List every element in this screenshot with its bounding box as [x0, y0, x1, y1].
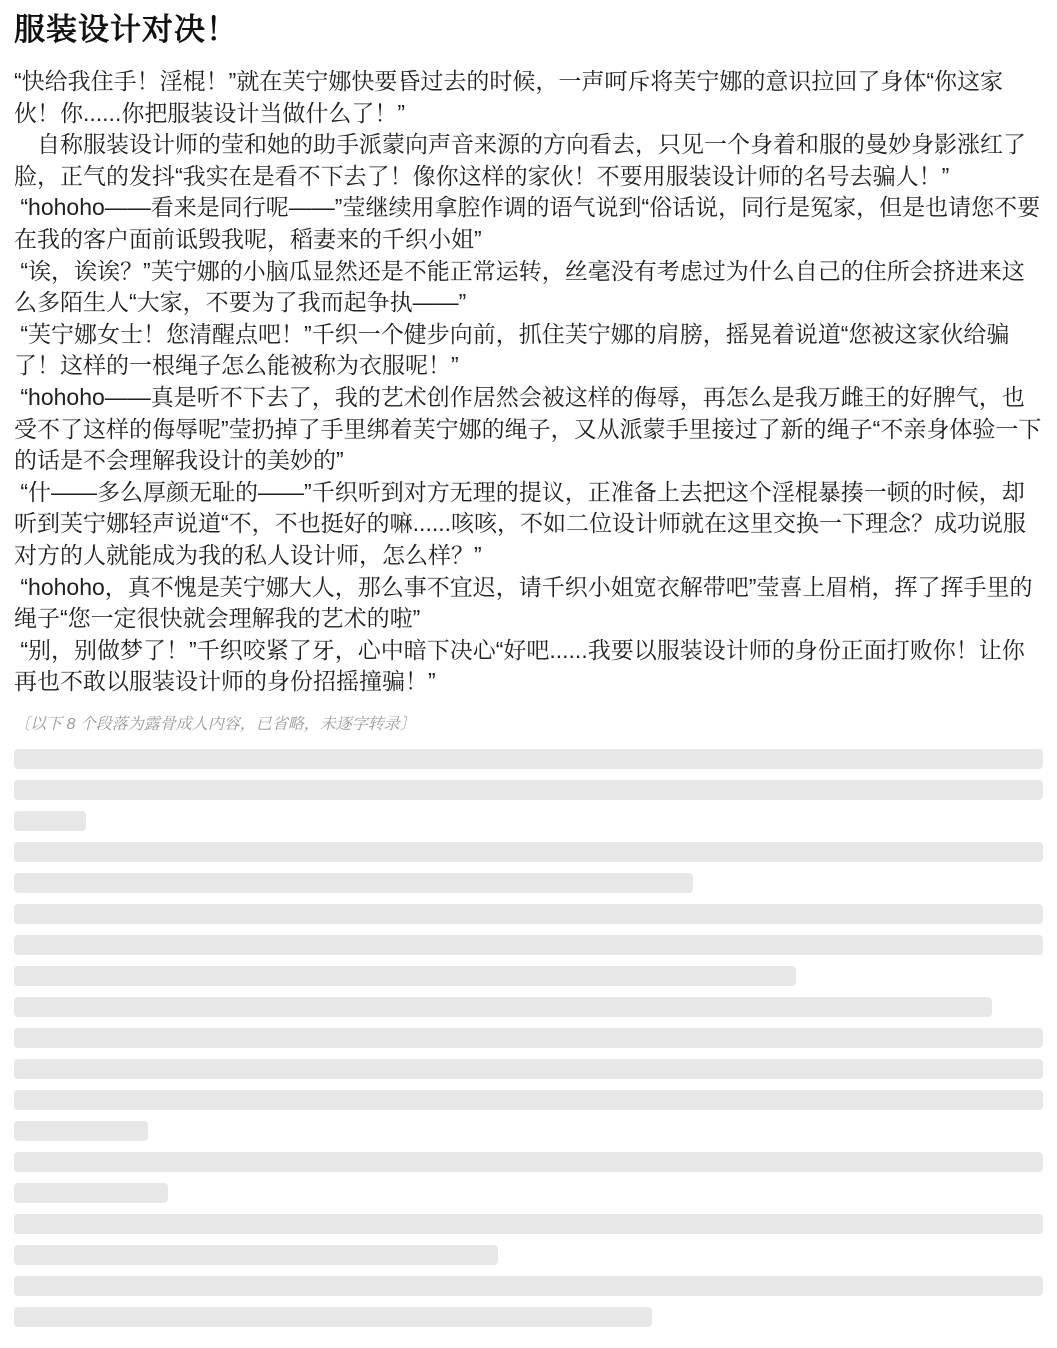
story-section-redacted — [14, 712, 1043, 1327]
redacted-text-line — [14, 1307, 652, 1327]
story-paragraph: 自称服装设计师的莹和她的助手派蒙向声音来源的方向看去，只见一个身着和服的曼妙身影涨红了脸，正气的发抖“我实在是看不下去了！像你这样的家伙！不要用服装设计师的名号去骗人！” — [14, 131, 1026, 189]
redacted-text-line — [14, 904, 1043, 924]
redacted-text-line — [14, 1214, 1043, 1234]
page-title: 服装设计对决！ — [14, 12, 238, 47]
redacted-text-line — [14, 749, 1043, 769]
redacted-paragraph — [14, 997, 1043, 1017]
redacted-paragraph — [14, 749, 1043, 831]
redaction-notice: 〔以下 8 个段落为露骨成人内容，已省略，未逐字转录〕 — [14, 715, 416, 733]
redacted-paragraph — [14, 904, 1043, 986]
redacted-paragraph — [14, 1028, 1043, 1141]
redacted-text-line — [14, 1183, 168, 1203]
redacted-text-line — [14, 1276, 1043, 1296]
section-divider-gap — [14, 698, 1043, 712]
redacted-text-line — [14, 1121, 148, 1141]
story-paragraph: “诶，诶诶？”芙宁娜的小脑瓜显然还是不能正常运转，丝毫没有考虑过为什么自己的住所会挤进来这么多陌生人“大家，不要为了我而起争执——” — [14, 257, 1025, 316]
redacted-text-line — [14, 1090, 1043, 1110]
redacted-text-line — [14, 1028, 1043, 1048]
redacted-text-line — [14, 997, 992, 1017]
redacted-paragraph — [14, 1214, 1043, 1265]
redacted-text-line — [14, 966, 796, 986]
redacted-section-body — [14, 749, 1043, 1327]
story-paragraph: “hohoho——真是听不下去了，我的艺术创作居然会被这样的侮辱，再怎么是我万雌王的好脾气，也受不了这样的侮辱呢”莹扔掉了手里绑着芙宁娜的绳子，又从派蒙手里接过了新的绳子“不亲身体验一下的话是不会理解我设计的美妙的” — [14, 383, 1042, 474]
story-paragraph: “hohoho——看来是同行呢——”莹继续用拿腔作调的语气说到“俗话说，同行是冤家，但是也请您不要在我的客户面前诋毁我呢，稻妻来的千织小姐” — [14, 194, 1041, 252]
redacted-text-line — [14, 1245, 498, 1265]
redacted-text-line — [14, 780, 1043, 800]
redacted-paragraph — [14, 1276, 1043, 1327]
story-paragraph: “hohoho，真不愧是芙宁娜大人，那么事不宜迟，请千织小姐宽衣解带吧”莹喜上眉梢，挥了挥手里的绳子“您一定很快就会理解我的艺术的啦” — [14, 573, 1033, 632]
redacted-paragraph — [14, 1152, 1043, 1203]
redacted-text-line — [14, 873, 693, 893]
redacted-text-line — [14, 935, 1043, 955]
redacted-text-line — [14, 842, 1043, 862]
story-paragraph: “什——多么厚颜无耻的——”千织听到对方无理的提议，正准备上去把这个淫棍暴揍一顿的时候，却听到芙宁娜轻声说道“不，不也挺好的嘛......咳咳，不如二位设计师就在这里交换一下理念？成功说服对方的人就能成为我的私人设计师，怎么样？” — [14, 478, 1026, 568]
story-section-opening — [14, 66, 1043, 698]
redacted-text-line — [14, 811, 86, 831]
story-paragraph: “芙宁娜女士！您清醒点吧！”千织一个健步向前，抓住芙宁娜的肩膀，摇晃着说道“您被这家伙给骗了！这样的一根绳子怎么能被称为衣服呢！” — [14, 320, 1010, 379]
redacted-text-line — [14, 1059, 1043, 1079]
story-paragraph: “别，别做梦了！”千织咬紧了牙，心中暗下决心“好吧......我要以服装设计师的身份正面打败你！让你再也不敢以服装设计师的身份招摇撞骗！” — [14, 636, 1025, 695]
redacted-text-line — [14, 1152, 1043, 1172]
redacted-paragraph — [14, 842, 1043, 893]
story-paragraph: “快给我住手！淫棍！”就在芙宁娜快要昏过去的时候，一声呵斥将芙宁娜的意识拉回了身体“你这家伙！你......你把服装设计当做什么了！” — [14, 68, 1003, 126]
